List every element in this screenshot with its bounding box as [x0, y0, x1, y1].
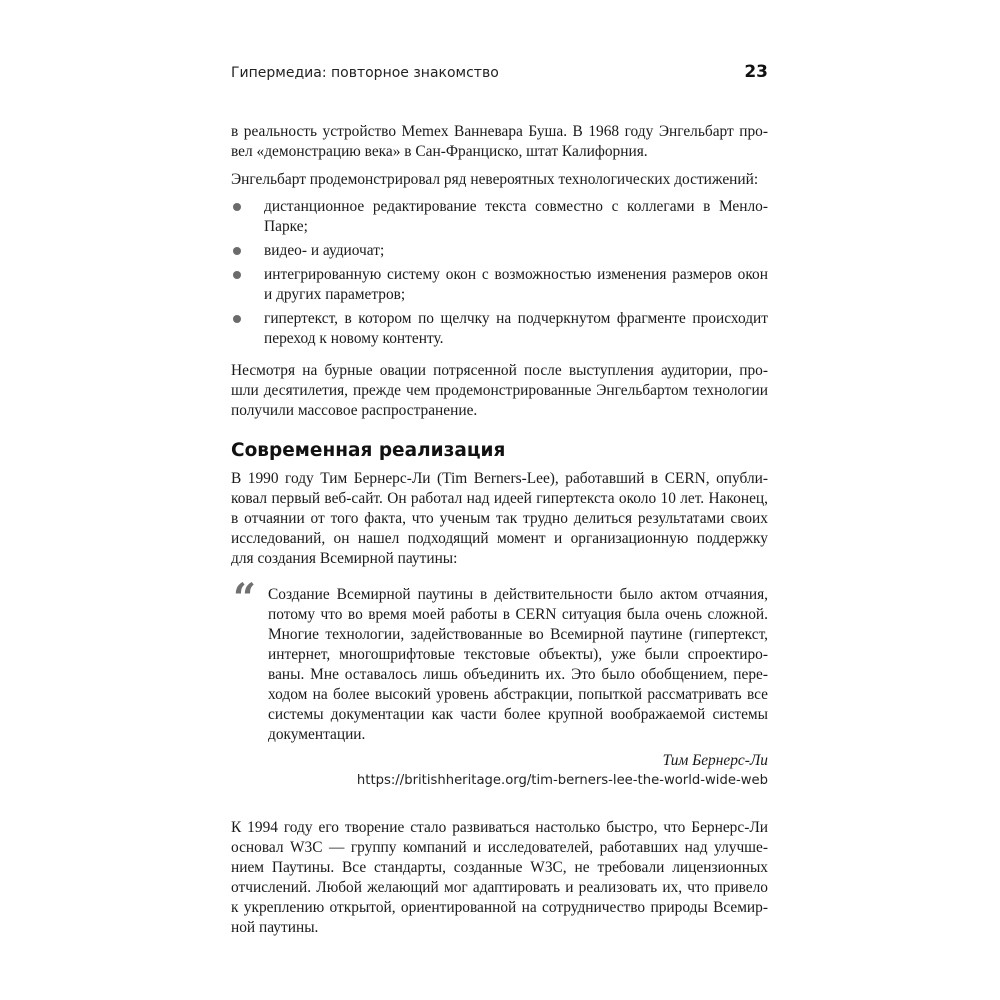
bullet-icon: [233, 247, 241, 255]
quote-line: документации.: [268, 726, 366, 743]
text-line: в реальность устройство Memex Ванневара Буша. В 1968 году Энгельбарт про-: [231, 123, 768, 140]
text-line: К 1994 году его творение стало развиваться настолько быстро, что Бернерс-Ли: [231, 819, 768, 836]
running-title: Гипермедиа: повторное знакомство: [231, 65, 499, 81]
text-line: ной паутины.: [231, 919, 319, 936]
page-number: 23: [744, 62, 768, 82]
text-line: шли десятилетия, прежде чем продемонстрированные Энгельбартом технологии: [231, 382, 768, 399]
quote-line: Создание Всемирной паутины в действительности было актом отчаяния,: [268, 586, 768, 603]
text-line: и других параметров;: [264, 286, 406, 303]
text-line: для создания Всемирной паутины:: [231, 550, 458, 567]
text-line: видео- и аудиочат;: [264, 242, 385, 259]
quote-line: ходом на более высокий уровень абстракции, попыткой рассматривать все: [268, 686, 768, 703]
text-line: в отчаянии от того факта, что ученым так трудно делиться результатами своих: [231, 510, 768, 527]
text-line: отчислений. Любой желающий мог адаптировать и реализовать их, что привело: [231, 879, 768, 896]
text-line: интегрированную систему окон с возможностью изменения размеров окон: [264, 266, 768, 283]
list-item: [231, 241, 768, 261]
paragraph: [231, 469, 768, 569]
quote-line: потому что во время моей работы в CERN ситуация была очень сложной.: [268, 606, 768, 623]
text-line: ковал первый веб-сайт. Он работал над идеей гипертекста около 10 лет. Наконец,: [231, 490, 768, 507]
running-header: [231, 62, 768, 86]
bullet-list: [231, 197, 768, 349]
quote-line: ваны. Мне оставалось лишь объединить их. Это было обобщением, пере-: [268, 666, 768, 683]
text-line: к укреплению открытой, ориентированной на сотрудничество природы Всемир-: [231, 899, 768, 916]
text-line: получили массовое распространение.: [231, 402, 478, 419]
bullet-icon: [233, 203, 241, 211]
text-line: гипертекст, в котором по щелчку на подчеркнутом фрагменте происходит: [264, 310, 768, 327]
paragraph: [231, 122, 768, 162]
bullet-icon: [233, 315, 241, 323]
page-body: [231, 122, 768, 938]
blockquote: [231, 575, 768, 791]
text-line: исследований, он нашел подходящий момент и организационную поддержку: [231, 530, 768, 547]
text-line: нием Паутины. Все стандарты, созданные W3C, не требовали лицензионных: [231, 859, 768, 876]
quote-line: Многие технологии, задействованные во Всемирной паутине (гипертекст,: [268, 626, 768, 643]
quote-author: Тим Бернерс-Ли: [662, 752, 768, 769]
text-line: вел «демонстрацию века» в Сан-Франциско, штат Калифорния.: [231, 143, 648, 160]
text-line: основал W3C — группу компаний и исследователей, работавших над улучше-: [231, 839, 768, 856]
text-line: Несмотря на бурные овации потрясенной после выступления аудитории, про-: [231, 362, 768, 379]
section-heading: Современная реализация: [231, 440, 506, 461]
list-item: [231, 265, 768, 305]
book-page: [231, 0, 768, 1000]
quote-line: интернет, многошрифтовые текстовые объекты), уже были спроектиро-: [268, 646, 768, 663]
text-line: Энгельбарт продемонстрировал ряд невероятных технологических достижений:: [231, 171, 759, 188]
text-line: переход к новому контенту.: [264, 330, 444, 347]
quote-mark-icon: “: [233, 575, 257, 622]
paragraph: [231, 818, 768, 938]
paragraph: [231, 361, 768, 421]
bullet-icon: [233, 271, 241, 279]
text-line: В 1990 году Тим Бернерс-Ли (Tim Berners-Lee), работавший в CERN, опубли-: [231, 470, 768, 487]
quote-line: системы документации как части более крупной воображаемой системы: [268, 706, 768, 723]
list-item: [231, 197, 768, 237]
text-line: дистанционное редактирование текста совместно с коллегами в Менло-: [264, 198, 768, 215]
paragraph: [231, 170, 768, 190]
quote-source-link[interactable]: https://britishheritage.org/tim-berners-lee-the-world-wide-web: [356, 773, 768, 788]
text-line: Парке;: [264, 218, 308, 235]
list-item: [231, 309, 768, 349]
